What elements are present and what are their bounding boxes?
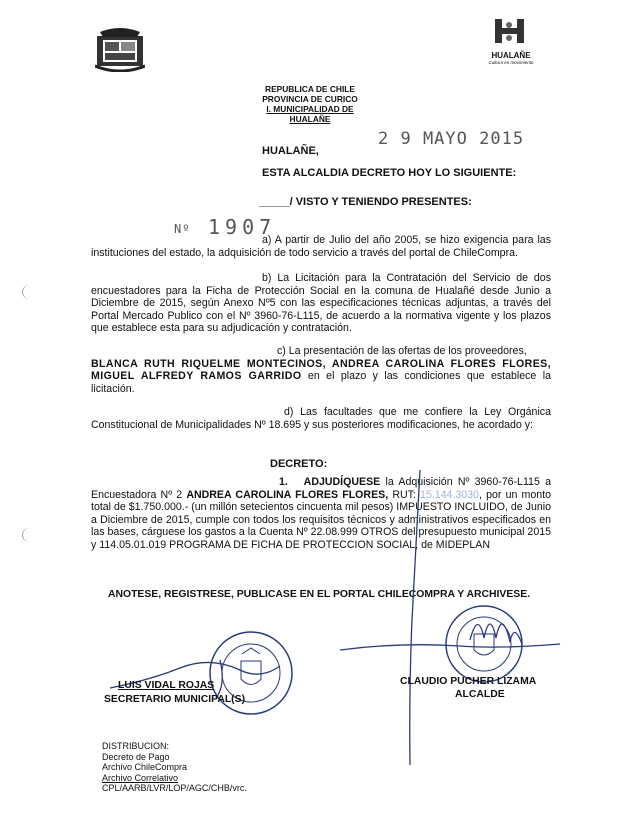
signatory-right-name: CLAUDIO PUCHER LIZAMA [400, 676, 537, 687]
decreto-number: 1. [279, 476, 288, 488]
date-stamp: 2 9 MAYO 2015 [378, 129, 525, 149]
header-municipality: I. MUNICIPALIDAD DE HUALAÑE [266, 104, 354, 124]
distribution-line: Archivo ChileCompra [102, 762, 188, 773]
signatory-left-name: LUIS VIDAL ROJAS [118, 680, 215, 691]
punch-hole-mark [22, 285, 37, 299]
paragraph-c-text: en el plazo y las condiciones que establece la licitación. [91, 370, 552, 395]
place: HUALAÑE, [262, 145, 319, 157]
paragraph-c-intro: c) La presentación de las ofertas de los proveedores, [277, 345, 527, 357]
decreto-text-2: , por un monto total de $1.750.000.- (un millón setecientos cincuenta mil pesos) IMPUESTO INCLUIDO, de Junio a Diciembre de 2015, cumple con todos los requisitos técnicos y administrativos especificados en las bases, cárguese los gastos a la Cuenta Nº 22.08.999 OTROS del presupuesto municipal 2015 y 114.05.01.019 PROGRAMA DE FICHA DE PROTECCION SOCIAL, de MIDEPLAN [91, 488, 551, 551]
closing-statement: ANOTESE, REGISTRESE, PUBLICASE EN EL PORTAL CHILECOMPRA Y ARCHIVESE. [108, 589, 531, 600]
paragraph-c-names: BLANCA RUTH RIQUELME MONTECINOS, ANDREA CAROLINA FLORES FLORES, MIGUEL ALFREDY RAMOS GARRIDO [91, 357, 551, 383]
rut-value: 15.144.3030 [420, 488, 479, 501]
paragraph-c [91, 345, 551, 395]
distribution-line: Decreto de Pago [102, 751, 170, 762]
paragraph-d-text: d) Las facultades que me confiere la Ley Orgánica Constitucional de Municipalidades Nº 18.695 y sus posteriores modificaciones, he acordado y: [91, 406, 551, 431]
decreto-text-1: la Adquisición Nº 3960-76-L115 a Encuestadora Nº 2 [91, 476, 551, 501]
visto-heading: _____/ VISTO Y TENIENDO PRESENTES: [259, 196, 472, 208]
signatory-right-title: ALCALDE [455, 689, 505, 700]
distribution-line: CPL/AARB/LVR/LOP/AGC/CHB/vrc. [102, 783, 247, 794]
institution-header [245, 84, 375, 124]
logo-subtext: Cultura en movimiento [488, 60, 534, 65]
rut-label: RUT: [388, 488, 421, 501]
decree-number-prefix: Nº [174, 222, 191, 236]
decreto-body [91, 476, 551, 552]
awardee-name: ANDREA CAROLINA FLORES FLORES, [186, 488, 389, 501]
distribution-line: Archivo Correlativo [102, 772, 179, 783]
punch-hole-mark [22, 528, 37, 542]
decree-number: 1907 [208, 215, 277, 239]
header-country: REPUBLICA DE CHILE [265, 84, 355, 94]
paragraph-b [91, 272, 551, 335]
decreto-title: DECRETO: [270, 458, 328, 470]
signature-line-center [400, 470, 440, 770]
paragraph-a [91, 234, 551, 259]
distribution-title: DISTRIBUCION: [102, 741, 170, 751]
coat-of-arms-logo [95, 26, 145, 72]
decree-intro: ESTA ALCALDIA DECRETO HOY LO SIGUIENTE: [262, 167, 517, 179]
distribution-block [102, 741, 247, 794]
logo-text: HUALAÑE [491, 51, 531, 60]
paragraph-b-text: b) La Licitación para la Contratación del Servicio de dos encuestadores para la Ficha de Protección Social en la comuna de Hualañé desde Junio a Diciembre de 2015, según Anexo Nº5 con las especificaciones técnicas adjuntas, a través del Portal Mercado Publico con el Nº 3960-76-L115, de acuerdo a la normativa vigente y los plazos que establece esta para su adjudicación y contratación. [91, 272, 551, 335]
signature-scribble-left [100, 640, 310, 700]
header-province: PROVINCIA DE CURICO [262, 94, 358, 104]
decreto-verb: ADJUDÍQUESE [303, 476, 381, 488]
paragraph-a-text: a) A partir de Julio del año 2005, se hizo exigencia para las instituciones del estado, la adquisición de todo servicio a través del portal de ChileCompra. [91, 234, 551, 259]
hualane-logo [476, 16, 546, 68]
signatory-left-title: SECRETARIO MUNICIPAL(S) [104, 694, 246, 705]
paragraph-d [91, 406, 551, 431]
